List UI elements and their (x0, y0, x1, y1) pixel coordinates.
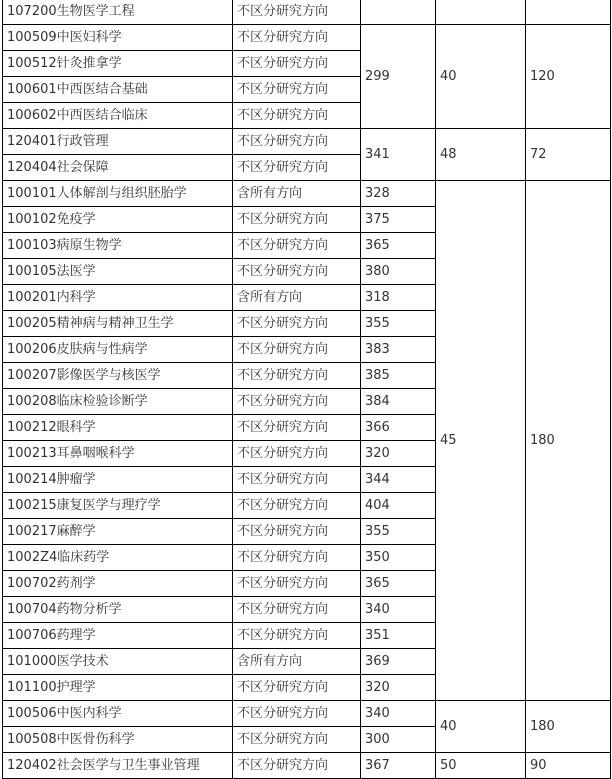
direction-cell: 不区分研究方向 (233, 0, 361, 25)
direction-cell: 不区分研究方向 (233, 467, 361, 493)
major-cell: 100102免疫学 (3, 207, 233, 233)
score-cell: 355 (361, 519, 436, 545)
score-cell: 328 (361, 181, 436, 207)
score-cell: 300 (361, 727, 436, 753)
score-cell: 365 (361, 233, 436, 259)
major-cell: 100206皮肤病与性病学 (3, 337, 233, 363)
direction-cell: 不区分研究方向 (233, 727, 361, 753)
major-cell: 100508中医骨伤科学 (3, 727, 233, 753)
major-cell: 100208临床检验诊断学 (3, 389, 233, 415)
direction-cell: 不区分研究方向 (233, 519, 361, 545)
other-subject-cell (526, 0, 611, 25)
single-subject-cell: 40 (436, 701, 526, 753)
major-cell: 100205精神病与精神卫生学 (3, 311, 233, 337)
score-table (2, 0, 611, 779)
score-cell: 350 (361, 545, 436, 571)
direction-cell: 不区分研究方向 (233, 493, 361, 519)
other-subject-cell: 90 (526, 753, 611, 779)
direction-cell: 不区分研究方向 (233, 233, 361, 259)
single-subject-cell (436, 0, 526, 25)
direction-cell: 不区分研究方向 (233, 129, 361, 155)
table-row (3, 25, 611, 51)
score-cell: 355 (361, 311, 436, 337)
single-subject-cell: 50 (436, 753, 526, 779)
direction-cell: 不区分研究方向 (233, 363, 361, 389)
major-cell: 101100护理学 (3, 675, 233, 701)
major-cell: 100704药物分析学 (3, 597, 233, 623)
direction-cell: 不区分研究方向 (233, 389, 361, 415)
direction-cell: 不区分研究方向 (233, 675, 361, 701)
direction-cell: 不区分研究方向 (233, 259, 361, 285)
other-subject-cell: 180 (526, 181, 611, 701)
major-cell: 100215康复医学与理疗学 (3, 493, 233, 519)
direction-cell: 不区分研究方向 (233, 597, 361, 623)
direction-cell: 不区分研究方向 (233, 701, 361, 727)
major-cell: 100509中医妇科学 (3, 25, 233, 51)
table-row (3, 181, 611, 207)
score-cell: 344 (361, 467, 436, 493)
score-cell: 320 (361, 441, 436, 467)
score-cell: 369 (361, 649, 436, 675)
score-cell: 384 (361, 389, 436, 415)
major-cell: 100212眼科学 (3, 415, 233, 441)
direction-cell: 不区分研究方向 (233, 25, 361, 51)
direction-cell: 不区分研究方向 (233, 337, 361, 363)
major-cell: 107200生物医学工程 (3, 0, 233, 25)
direction-cell: 不区分研究方向 (233, 753, 361, 779)
table-row (3, 0, 611, 25)
major-cell: 100506中医内科学 (3, 701, 233, 727)
major-cell: 100512针灸推拿学 (3, 51, 233, 77)
direction-cell: 不区分研究方向 (233, 623, 361, 649)
major-cell: 100213耳鼻咽喉科学 (3, 441, 233, 467)
major-cell: 120401行政管理 (3, 129, 233, 155)
single-subject-cell: 48 (436, 129, 526, 181)
other-subject-cell: 180 (526, 701, 611, 753)
major-cell: 1002Z4临床药学 (3, 545, 233, 571)
major-cell: 100702药剂学 (3, 571, 233, 597)
direction-cell: 不区分研究方向 (233, 207, 361, 233)
direction-cell: 含所有方向 (233, 285, 361, 311)
table-row (3, 129, 611, 155)
major-cell: 100101人体解剖与组织胚胎学 (3, 181, 233, 207)
score-cell: 341 (361, 129, 436, 181)
other-subject-cell: 72 (526, 129, 611, 181)
major-cell: 100105法医学 (3, 259, 233, 285)
direction-cell: 不区分研究方向 (233, 545, 361, 571)
major-cell: 100602中西医结合临床 (3, 103, 233, 129)
score-cell: 340 (361, 597, 436, 623)
score-cell: 366 (361, 415, 436, 441)
score-cell: 365 (361, 571, 436, 597)
direction-cell: 不区分研究方向 (233, 415, 361, 441)
table-row (3, 753, 611, 779)
direction-cell: 不区分研究方向 (233, 103, 361, 129)
score-cell: 320 (361, 675, 436, 701)
table-row (3, 701, 611, 727)
score-cell: 340 (361, 701, 436, 727)
single-subject-cell: 40 (436, 25, 526, 129)
score-cell: 385 (361, 363, 436, 389)
direction-cell: 不区分研究方向 (233, 441, 361, 467)
major-cell: 100214肿瘤学 (3, 467, 233, 493)
direction-cell: 不区分研究方向 (233, 77, 361, 103)
other-subject-cell: 120 (526, 25, 611, 129)
score-cell: 351 (361, 623, 436, 649)
major-cell: 100601中西医结合基础 (3, 77, 233, 103)
score-cell: 318 (361, 285, 436, 311)
score-cell (361, 0, 436, 25)
score-cell: 380 (361, 259, 436, 285)
direction-cell: 含所有方向 (233, 181, 361, 207)
major-cell: 100207影像医学与核医学 (3, 363, 233, 389)
score-cell: 367 (361, 753, 436, 779)
major-cell: 100201内科学 (3, 285, 233, 311)
major-cell: 101000医学技术 (3, 649, 233, 675)
direction-cell: 不区分研究方向 (233, 571, 361, 597)
major-cell: 100217麻醉学 (3, 519, 233, 545)
direction-cell: 含所有方向 (233, 649, 361, 675)
single-subject-cell: 45 (436, 181, 526, 701)
score-cell: 404 (361, 493, 436, 519)
direction-cell: 不区分研究方向 (233, 51, 361, 77)
major-cell: 120402社会医学与卫生事业管理 (3, 753, 233, 779)
major-cell: 100103病原生物学 (3, 233, 233, 259)
major-cell: 100706药理学 (3, 623, 233, 649)
score-cell: 375 (361, 207, 436, 233)
major-cell: 120404社会保障 (3, 155, 233, 181)
direction-cell: 不区分研究方向 (233, 311, 361, 337)
score-cell: 383 (361, 337, 436, 363)
score-cell: 299 (361, 25, 436, 129)
direction-cell: 不区分研究方向 (233, 155, 361, 181)
